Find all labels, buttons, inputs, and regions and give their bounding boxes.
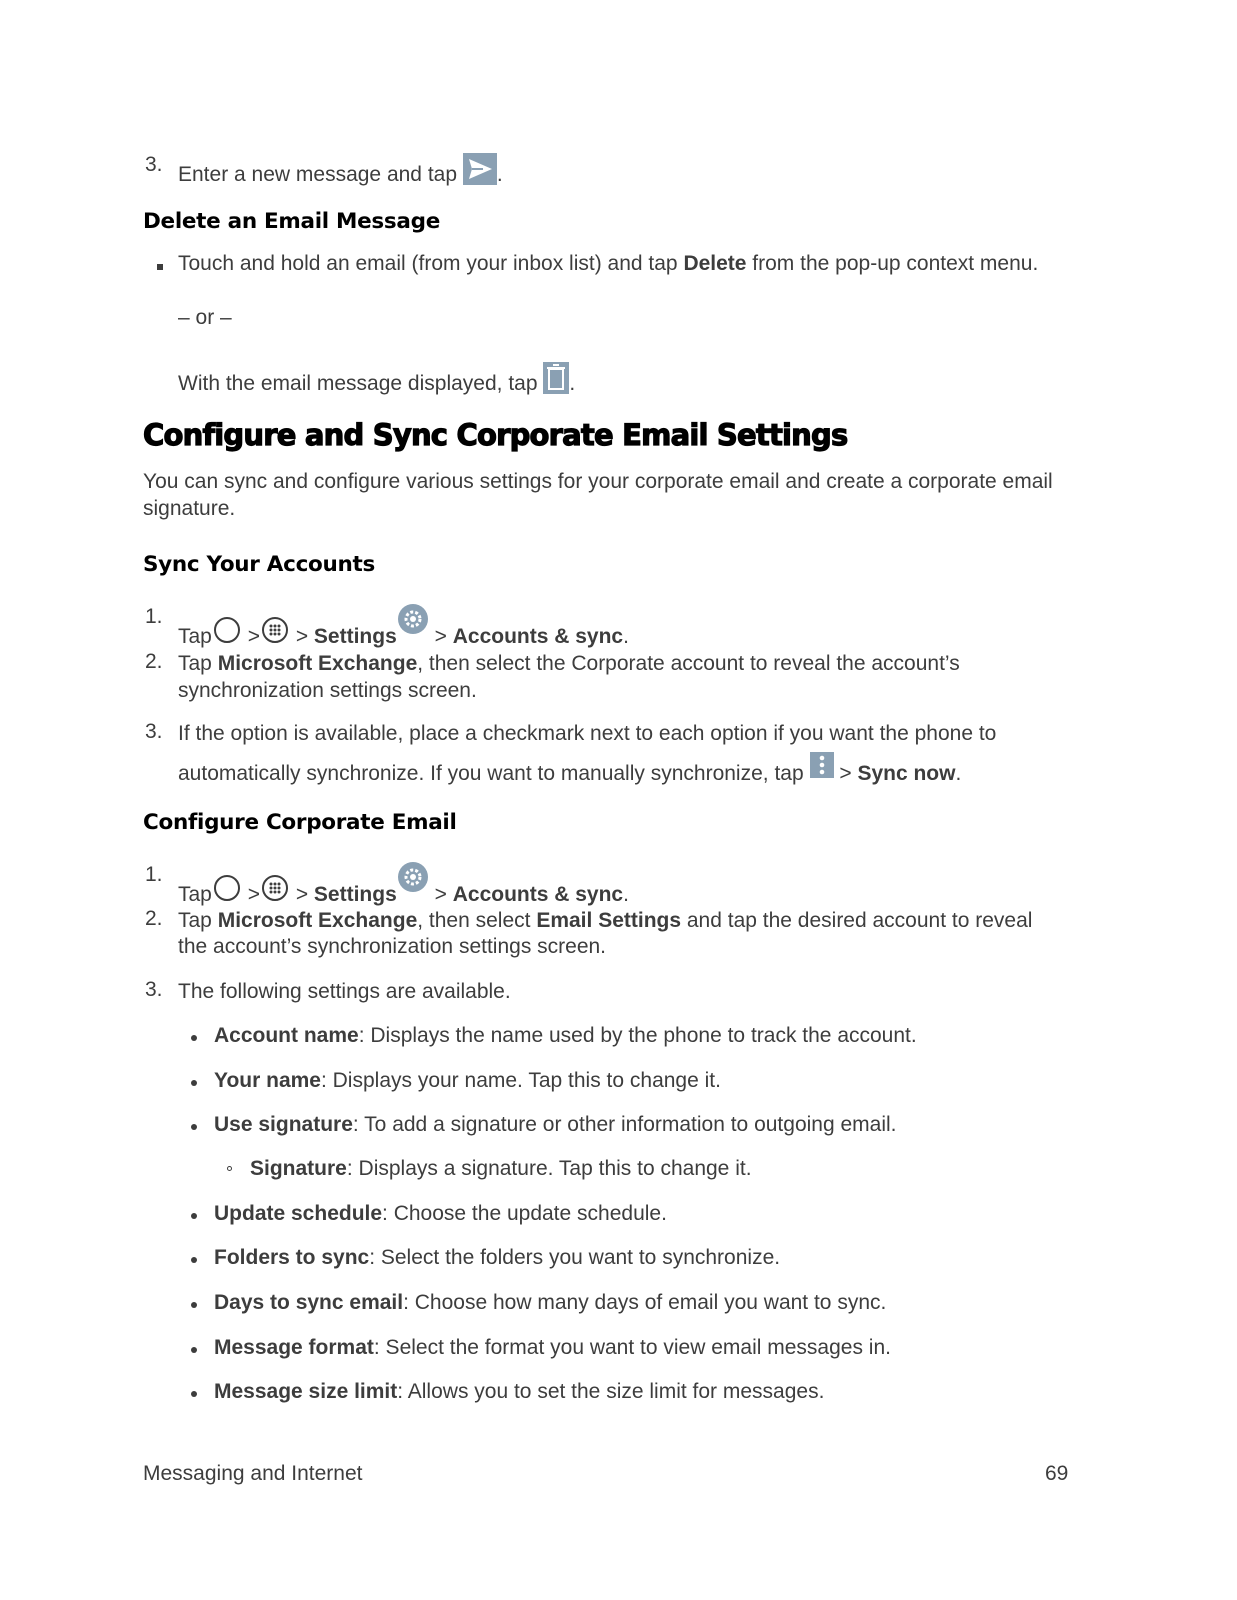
step-number: 2. [145, 907, 163, 930]
home-icon [212, 875, 242, 910]
settings-gear-icon [397, 603, 429, 642]
delete-alt-instruction [178, 362, 575, 401]
footer-section-title: Messaging and Internet [143, 1462, 363, 1485]
setting-label: Your name [214, 1069, 321, 1092]
arrow-separator: > [434, 625, 447, 648]
list-item [250, 1155, 752, 1182]
configure-step-2-line2: the account’s synchronization settings screen. [178, 935, 607, 958]
step-text-pre: Tap [178, 909, 218, 932]
arrow-separator: > [247, 883, 260, 906]
bullet-dot [191, 1124, 197, 1130]
list-item [214, 1334, 891, 1361]
setting-label: Folders to sync [214, 1246, 370, 1269]
list-item [214, 1111, 897, 1138]
period: . [955, 762, 962, 785]
sync-step-3-line1: If the option is available, place a checkmark next to each option if you want the phone to [178, 722, 997, 745]
bullet-dot [191, 1302, 197, 1308]
arrow-separator: > [247, 625, 260, 648]
tap-word: Tap [178, 883, 212, 906]
configure-step-3: The following settings are available. [178, 980, 511, 1003]
home-icon [212, 617, 242, 652]
or-separator: – or – [178, 306, 232, 329]
apps-icon [260, 875, 290, 910]
setting-desc: : Allows you to set the size limit for messages. [397, 1380, 825, 1403]
list-item [214, 1378, 824, 1405]
arrow-separator: > [295, 625, 309, 648]
accounts-sync-label: Accounts & sync [452, 625, 624, 648]
configure-corporate-email-heading: Configure Corporate Email [143, 810, 457, 835]
bullet-dot [191, 1391, 197, 1397]
sync-step-3-line2 [178, 752, 961, 787]
step-number: 3. [145, 720, 163, 743]
setting-label: Account name [214, 1024, 359, 1047]
intro-paragraph: You can sync and configure various settings for your corporate email and create a corporate email signature. [143, 470, 1053, 520]
send-icon [463, 153, 497, 192]
list-item [214, 1067, 721, 1094]
step-number: 2. [145, 650, 163, 673]
delete-instruction [178, 250, 1038, 277]
step-number: 3. [145, 153, 163, 176]
step-text-pre: automatically synchronize. If you want to manually synchronize, tap [178, 762, 804, 785]
delete-alt-text: With the email message displayed, tap [178, 372, 538, 395]
setting-label: Update schedule [214, 1202, 383, 1225]
bullet-dot [191, 1347, 197, 1353]
tap-word: Tap [178, 625, 212, 648]
setting-label: Use signature [214, 1113, 353, 1136]
page-number: 69 [1045, 1462, 1069, 1485]
setting-label: Days to sync email [214, 1291, 404, 1314]
bullet-square [157, 264, 163, 270]
step-number: 3. [145, 978, 163, 1001]
sync-now-label: Sync now [857, 762, 956, 785]
period: . [623, 625, 629, 648]
delete-email-heading: Delete an Email Message [143, 209, 440, 234]
settings-gear-icon [397, 861, 429, 900]
step-label: Enter a new message and tap [178, 163, 458, 186]
sync-accounts-heading: Sync Your Accounts [143, 552, 375, 577]
microsoft-exchange-label: Microsoft Exchange [217, 909, 418, 932]
menu-icon [810, 752, 834, 785]
setting-desc: : Displays your name. Tap this to change it. [320, 1069, 721, 1092]
step-text-post: and tap the desired account to reveal [681, 909, 1033, 932]
bullet-dot [191, 1035, 197, 1041]
email-settings-label: Email Settings [536, 909, 682, 932]
apps-icon [260, 617, 290, 652]
sync-step-1 [178, 603, 629, 652]
settings-label: Settings [313, 625, 397, 648]
configure-step-1 [178, 861, 629, 910]
section-heading: Configure and Sync Corporate Email Settings [143, 418, 848, 452]
settings-label: Settings [313, 883, 397, 906]
period: . [496, 163, 503, 186]
step-text [178, 153, 503, 192]
step-text-post: , then select the Corporate account to reveal the account’s [417, 652, 960, 675]
setting-desc: : Displays a signature. Tap this to change it. [346, 1157, 752, 1180]
configure-step-2 [178, 907, 1032, 934]
arrow-separator: > [295, 883, 309, 906]
arrow-separator: > [839, 762, 852, 785]
setting-desc: : Select the folders you want to synchronize. [369, 1246, 781, 1269]
period: . [569, 372, 576, 395]
sync-step-2 [178, 650, 960, 677]
bullet-dot [191, 1080, 197, 1086]
bullet-dot [191, 1213, 197, 1219]
bullet-ring [227, 1166, 232, 1171]
delete-text-pre: Touch and hold an email (from your inbox list) and tap [178, 252, 684, 275]
delete-bold: Delete [683, 252, 747, 275]
trash-icon [543, 362, 569, 401]
list-item [214, 1200, 667, 1227]
bullet-dot [191, 1257, 197, 1263]
setting-label: Message format [214, 1336, 374, 1359]
list-item [214, 1289, 886, 1316]
setting-desc: : Choose the update schedule. [382, 1202, 667, 1225]
accounts-sync-label: Accounts & sync [452, 883, 624, 906]
setting-desc: : Select the format you want to view email messages in. [373, 1336, 891, 1359]
sync-step-2-line2: synchronization settings screen. [178, 679, 477, 702]
step-text-pre: Tap [178, 652, 218, 675]
step-number: 1. [145, 605, 163, 628]
microsoft-exchange-label: Microsoft Exchange [217, 652, 418, 675]
setting-label: Signature [250, 1157, 347, 1180]
setting-desc: : To add a signature or other information to outgoing email. [352, 1113, 897, 1136]
setting-desc: : Choose how many days of email you want to sync. [403, 1291, 887, 1314]
period: . [623, 883, 629, 906]
list-item [214, 1244, 780, 1271]
step-text-mid: , then select [417, 909, 537, 932]
setting-label: Message size limit [214, 1380, 398, 1403]
setting-desc: : Displays the name used by the phone to track the account. [358, 1024, 917, 1047]
step-number: 1. [145, 863, 163, 886]
arrow-separator: > [434, 883, 447, 906]
delete-text-post: from the pop-up context menu. [746, 252, 1039, 275]
list-item [214, 1022, 917, 1049]
